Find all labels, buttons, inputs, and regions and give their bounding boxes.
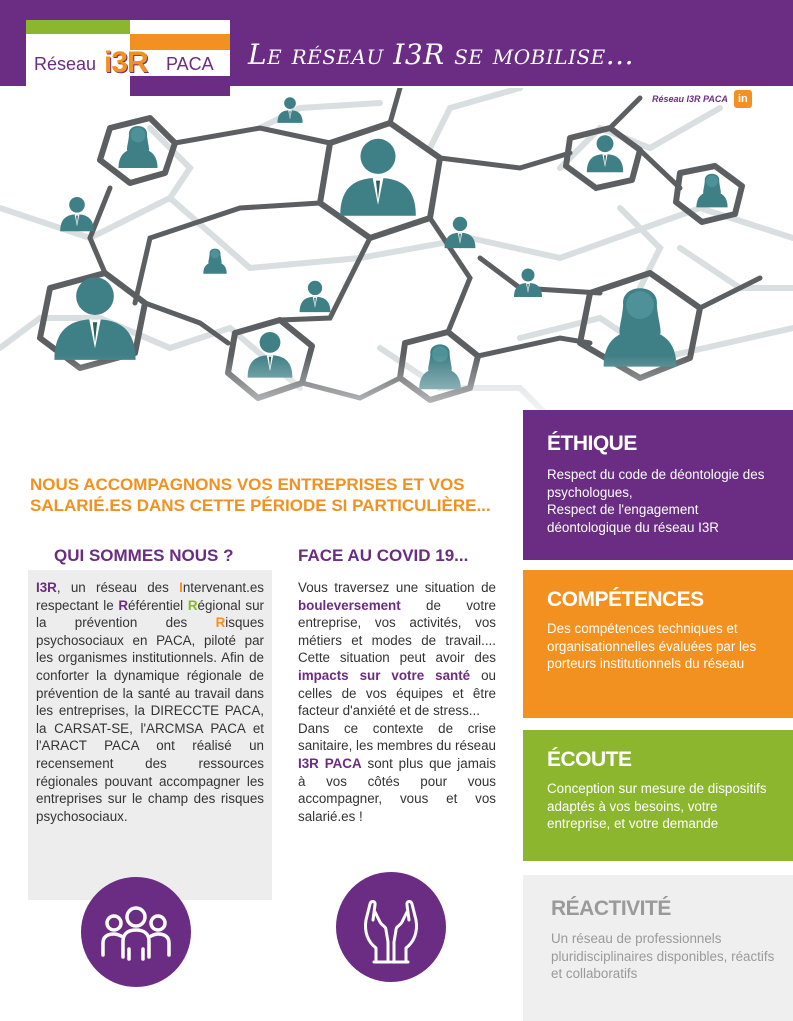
covid-title: FACE AU COVID 19... — [298, 546, 469, 565]
who-text-part: , un réseau des — [56, 580, 180, 595]
logo-i3r-text: i3R — [104, 46, 148, 79]
covid-text-part: Dans ce contexte de crise sanitaire, les membres du réseau — [298, 720, 496, 754]
who-title: QUI SOMMES NOUS ? — [54, 546, 234, 565]
logo-reseau-text: Réseau — [34, 54, 97, 74]
card-title: COMPÉTENCES — [547, 588, 704, 611]
who-text-part: éférentiel — [128, 597, 188, 613]
who-letter-r1: R — [118, 597, 129, 613]
covid-text-part: Vous traversez une situation de — [298, 580, 496, 595]
page-title: Le réseau I3R se mobilise... — [248, 38, 634, 71]
who-text-part: ntervenant.es respectant le — [36, 580, 264, 613]
card-competences — [523, 570, 793, 718]
i3r-paca-logo[interactable] — [26, 20, 230, 96]
card-body: Respect du code de déontologie des psychologues, Respect de l'engagement déontologique du réseau I3R — [547, 467, 765, 535]
who-text-part: égional sur la prévention des — [36, 597, 264, 631]
card-body: Un réseau de professionnels pluridisciplinaires disponibles, réactifs et collaboratifs — [551, 931, 775, 981]
who-letter-r3: R — [215, 615, 226, 631]
logo-paca-text: PACA — [166, 54, 214, 74]
network-people-illustration — [0, 88, 793, 444]
covid-highlight: impacts sur votre santé — [298, 667, 471, 683]
who-text-part: isques psychosociaux en PACA, piloté par les organismes institutionnels. Afin de conforter la dynamique régionale de prévention de la santé au travail dans les entreprises, la DIRECCTE PACA, la CARSAT-SE, l'ARCMSA PACA et l'ARACT PACA ont réalisé un recensement des ressources régionales pouvant accompagner les entreprises sur le champ des risques psychosociaux. — [36, 615, 264, 824]
card-reactivite — [523, 875, 793, 1021]
main-headline: NOUS ACCOMPAGNONS VOS ENTREPRISES ET VOS SALARIÉ.ES DANS CETTE PÉRIODE SI PARTICULIÈRE... — [30, 475, 491, 515]
card-title: ÉTHIQUE — [547, 432, 637, 455]
group-people-icon — [81, 877, 191, 987]
card-title: RÉACTIVITÉ — [551, 897, 671, 920]
caring-hands-icon — [336, 872, 446, 982]
logo-green-bar — [26, 20, 130, 34]
card-ethique — [523, 410, 793, 560]
covid-text-part: de votre entreprise, vos activités, vos métiers et modes de travail.... Cette situation peut avoir des — [298, 597, 496, 666]
who-letter-i: I — [179, 580, 183, 595]
who-i3r: I3R — [36, 580, 57, 595]
who-text — [36, 579, 264, 825]
covid-text-part: sont plus que jamais à vos côtés pour vous accompagner, vous et vos salarié.es ! — [298, 755, 496, 824]
who-letter-r2: R — [187, 597, 198, 613]
covid-highlight: bouleversement — [298, 597, 401, 613]
covid-text — [298, 579, 496, 825]
card-ecoute — [523, 730, 793, 861]
covid-highlight: I3R PACA — [298, 755, 362, 771]
card-body: Conception sur mesure de dispositifs adaptés à vos besoins, votre entreprise, et votre demande — [547, 781, 767, 831]
card-body: Des compétences techniques et organisationnelles évaluées par les porteurs institutionnels du réseau — [547, 621, 757, 671]
card-title: ÉCOUTE — [547, 748, 632, 771]
covid-text-part: ou celles de vos équipes et être facteur d'anxiété et de stress... — [298, 667, 496, 719]
